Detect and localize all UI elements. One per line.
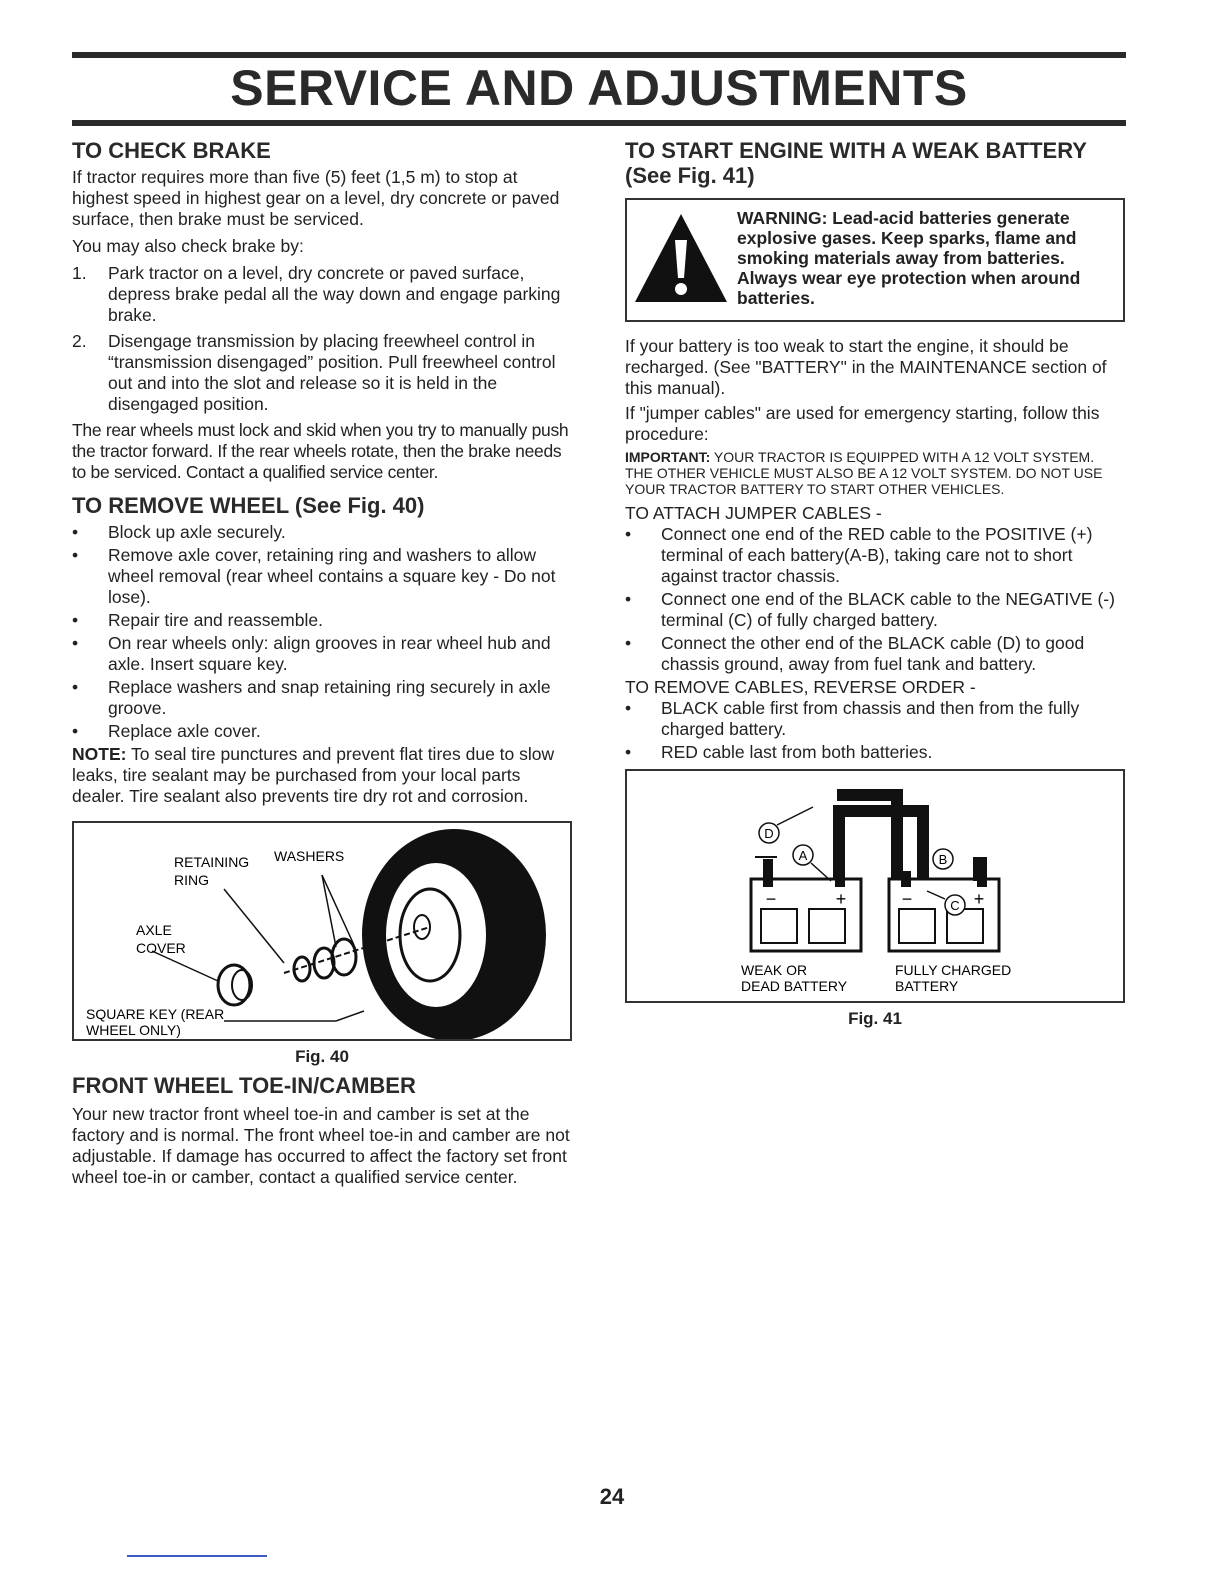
label-cover: COVER bbox=[136, 940, 186, 956]
warning-text: WARNING: Lead-acid batteries generate explosive gases. Keep sparks, flame and smoking materials away from batteries. Always wear eye protection when around batteries. bbox=[737, 208, 1081, 308]
weak-plus: + bbox=[835, 889, 847, 909]
list-item-text: Connect one end of the RED cable to the POSITIVE (+) terminal of each battery(A-B), taking care not to short against tractor chassis. bbox=[661, 524, 1093, 586]
list-item-text: Connect one end of the BLACK cable to the NEGATIVE (-) terminal (C) of fully charged battery. bbox=[661, 589, 1115, 630]
weak-battery-subheading: (See Fig. 41) bbox=[625, 163, 755, 188]
list-item-text: On rear wheels only: align grooves in rear wheel hub and axle. Insert square key. bbox=[108, 633, 551, 674]
label-axle: AXLE bbox=[136, 922, 172, 938]
label-battery: BATTERY bbox=[895, 978, 959, 994]
list-item-text: BLACK cable first from chassis and then from the fully charged battery. bbox=[661, 698, 1080, 739]
washer-shape bbox=[314, 948, 334, 978]
bullet-dot: • bbox=[625, 524, 632, 544]
important-text: YOUR TRACTOR IS EQUIPPED WITH A 12 VOLT SYSTEM. THE OTHER VEHICLE MUST ALSO BE A 12 VOLT SYSTEM. DO NOT USE YOUR TRACTOR BATTERY TO START OTHER VEHICLES. bbox=[625, 449, 1103, 497]
check-brake-steps bbox=[72, 263, 572, 415]
list-item bbox=[72, 633, 572, 675]
note-text: To seal tire punctures and prevent flat tires due to slow leaks, tire sealant may be purchased from your local parts dealer. Tire sealant also prevents tire dry rot and corrosion. bbox=[72, 744, 555, 806]
check-brake-intro: If tractor requires more than five (5) feet (1,5 m) to stop at highest speed in highest gear on a level, dry concrete or paved surface, then brake must be serviced. bbox=[72, 167, 560, 229]
figure-40-caption: Fig. 40 bbox=[295, 1047, 349, 1066]
step-item bbox=[72, 263, 572, 326]
toe-in-text: Your new tractor front wheel toe-in and camber is set at the factory and is normal. The front wheel toe-in and camber are not adjustable. If damage has occurred to affect the factory set front wheel toe-in or camber, contact a qualified service center. bbox=[72, 1104, 570, 1187]
remove-wheel-bullets bbox=[72, 522, 572, 742]
label-dead-battery: DEAD BATTERY bbox=[741, 978, 848, 994]
tire-sealant-note bbox=[72, 744, 572, 807]
leader-line bbox=[336, 1011, 364, 1021]
warning-icon bbox=[631, 210, 731, 310]
list-item bbox=[72, 522, 572, 543]
check-brake-also: You may also check brake by: bbox=[72, 236, 304, 256]
important-note bbox=[625, 449, 1125, 497]
step-number: 2. bbox=[72, 331, 87, 351]
label-fully-charged: FULLY CHARGED bbox=[895, 962, 1012, 978]
label-c: C bbox=[950, 898, 960, 913]
page-number: 24 bbox=[599, 1484, 625, 1509]
left-column bbox=[72, 138, 572, 1188]
list-item-text: Replace washers and snap retaining ring securely in axle groove. bbox=[108, 677, 551, 718]
full-plus: + bbox=[973, 889, 985, 909]
list-item bbox=[625, 633, 1125, 675]
label-weak: WEAK OR bbox=[741, 962, 808, 978]
list-item-text: Connect the other end of the BLACK cable (D) to good chassis ground, away from fuel tank and battery. bbox=[661, 633, 1085, 674]
list-item bbox=[625, 589, 1125, 631]
check-brake-heading: TO CHECK BRAKE bbox=[72, 138, 271, 163]
step-number: 1. bbox=[72, 263, 87, 283]
attach-bullets bbox=[625, 524, 1125, 675]
bullet-dot: • bbox=[72, 610, 79, 630]
right-column bbox=[625, 138, 1125, 1029]
warning-box bbox=[625, 198, 1125, 322]
list-item bbox=[72, 610, 572, 631]
attach-heading: TO ATTACH JUMPER CABLES - bbox=[625, 503, 882, 523]
list-item-text: Remove axle cover, retaining ring and washers to allow wheel removal (rear wheel contains a square key - Do not lose). bbox=[108, 545, 556, 607]
figure-41 bbox=[625, 769, 1125, 1003]
list-item bbox=[72, 545, 572, 608]
bullet-dot: • bbox=[72, 545, 79, 565]
list-item bbox=[625, 698, 1125, 740]
full-minus: − bbox=[901, 889, 913, 909]
bullet-dot: • bbox=[72, 522, 79, 542]
important-label: IMPORTANT: bbox=[625, 449, 711, 465]
footer-link-line bbox=[127, 1555, 267, 1557]
list-item bbox=[72, 677, 572, 719]
step-item bbox=[72, 331, 572, 415]
list-item bbox=[72, 721, 572, 742]
bullet-dot: • bbox=[72, 721, 79, 741]
wheel-diagram bbox=[74, 823, 570, 1039]
label-b: B bbox=[938, 852, 948, 867]
leader-line bbox=[224, 889, 284, 963]
weak-battery-heading: TO START ENGINE WITH A WEAK BATTERY bbox=[625, 138, 1087, 163]
bullet-dot: • bbox=[625, 698, 632, 718]
bullet-dot: • bbox=[625, 742, 632, 762]
red-cable-line bbox=[839, 811, 923, 879]
list-item-text: RED cable last from both batteries. bbox=[661, 742, 933, 762]
figure-40 bbox=[72, 821, 572, 1041]
bullet-dot: • bbox=[625, 589, 632, 609]
label-square-key: SQUARE KEY (REAR bbox=[86, 1006, 225, 1022]
toe-in-heading: FRONT WHEEL TOE-IN/CAMBER bbox=[72, 1073, 416, 1098]
title-rule bbox=[72, 120, 1126, 126]
label-retaining: RETAINING bbox=[174, 854, 250, 870]
bullet-dot: • bbox=[72, 677, 79, 697]
bullet-dot: • bbox=[72, 633, 79, 653]
label-a: A bbox=[798, 848, 808, 863]
weak-battery-p1: If your battery is too weak to start the engine, it should be recharged. (See "BATTERY" in the MAINTENANCE section of this manual). bbox=[625, 336, 1107, 398]
label-wheel-only: WHEEL ONLY) bbox=[86, 1022, 181, 1038]
list-item-text: Block up axle securely. bbox=[108, 522, 286, 542]
check-brake-outro: The rear wheels must lock and skid when you try to manually push the tractor forward. If the rear wheels rotate, then the brake needs to be serviced. Contact a qualified service center. bbox=[72, 420, 569, 482]
note-label: NOTE: bbox=[72, 744, 127, 764]
step-text: Park tractor on a level, dry concrete or paved surface, depress brake pedal all the way down and engage parking brake. bbox=[108, 263, 561, 325]
leader-line bbox=[322, 875, 354, 945]
weak-minus: − bbox=[765, 889, 777, 909]
bullet-dot: • bbox=[625, 633, 632, 653]
remove-bullets bbox=[625, 698, 1125, 763]
list-item-text: Repair tire and reassemble. bbox=[108, 610, 323, 630]
list-item bbox=[625, 742, 1125, 763]
leader-line bbox=[322, 875, 336, 947]
weak-battery-p2: If "jumper cables" are used for emergency starting, follow this procedure: bbox=[625, 403, 1100, 444]
jumper-cable-diagram bbox=[627, 771, 1123, 1001]
label-washers: WASHERS bbox=[274, 848, 345, 864]
list-item bbox=[625, 524, 1125, 587]
page-title: SERVICE AND ADJUSTMENTS bbox=[230, 60, 968, 116]
list-item-text: Replace axle cover. bbox=[108, 721, 261, 741]
step-text: Disengage transmission by placing freewheel control in “transmission disengaged” position. Pull freewheel control out and into the slot and release so it is held in the disengaged position. bbox=[108, 331, 556, 414]
remove-wheel-heading: TO REMOVE WHEEL (See Fig. 40) bbox=[72, 493, 425, 518]
figure-41-caption: Fig. 41 bbox=[848, 1009, 902, 1028]
remove-heading: TO REMOVE CABLES, REVERSE ORDER - bbox=[625, 677, 976, 697]
label-ring: RING bbox=[174, 872, 209, 888]
label-d: D bbox=[764, 826, 774, 841]
